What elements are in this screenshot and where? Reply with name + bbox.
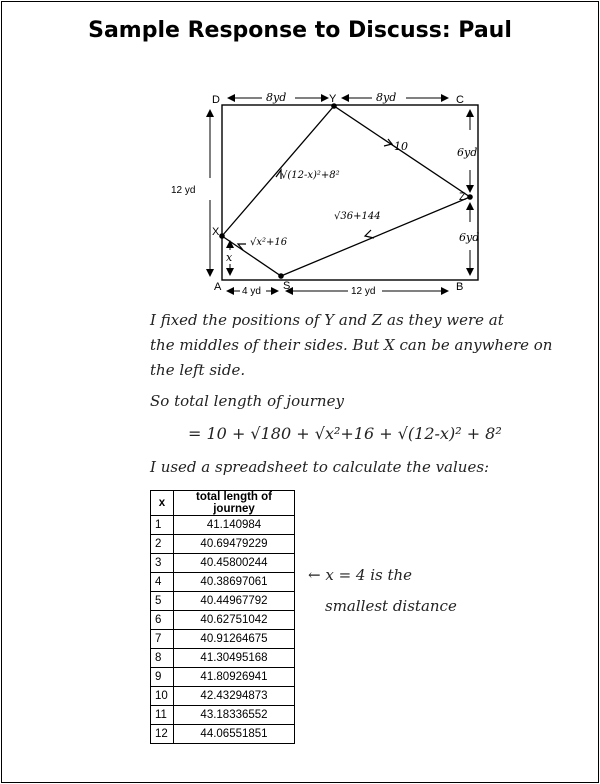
x-dim-label: x	[226, 251, 233, 264]
corner-c-label: C	[456, 94, 464, 106]
table-cell-x: 1	[151, 516, 174, 535]
table-cell-x: 6	[151, 611, 174, 630]
table-cell-x: 7	[151, 630, 174, 649]
explanation-line-3: the left side.	[150, 361, 246, 379]
point-z-dot	[467, 194, 473, 200]
explanation-line-4: So total length of journey	[150, 392, 344, 410]
table-cell-x: 4	[151, 573, 174, 592]
table-cell-x: 9	[151, 668, 174, 687]
formula-line: = 10 + √180 + √x²+16 + √(12-x)² + 8²	[188, 424, 502, 443]
point-x-label: X	[212, 226, 220, 238]
table-row	[151, 649, 295, 668]
table-cell-x: 3	[151, 554, 174, 573]
table-cell-x: 12	[151, 725, 174, 744]
xy-length-label: √(12-x)²+8²	[281, 170, 340, 181]
bottom-left-label: 4 yd	[242, 286, 261, 297]
table-cell-x: 2	[151, 535, 174, 554]
table-header-row	[151, 491, 295, 516]
field-rectangle	[222, 105, 478, 280]
table-row	[151, 611, 295, 630]
right-top-label: 6yd	[457, 146, 478, 159]
table-cell-length: 40.45800244	[174, 554, 295, 573]
top-right-label: 8yd	[376, 91, 397, 104]
page-title: Sample Response to Discuss: Paul	[88, 18, 512, 43]
table-cell-length: 40.38697061	[174, 573, 295, 592]
table-cell-length: 40.44967792	[174, 592, 295, 611]
left-side-label: 12 yd	[171, 185, 196, 196]
point-y-label: Y	[329, 93, 337, 105]
table-row	[151, 554, 295, 573]
table-cell-x: 11	[151, 706, 174, 725]
table-row	[151, 668, 295, 687]
table-cell-length: 44.06551851	[174, 725, 295, 744]
point-s-label: S	[283, 280, 291, 292]
sz-length-label: √36+144	[334, 211, 381, 222]
right-bottom-label: 6yd	[459, 231, 480, 244]
point-s-dot	[278, 273, 284, 279]
table-cell-length: 40.69479229	[174, 535, 295, 554]
table-row	[151, 630, 295, 649]
table-row	[151, 706, 295, 725]
table-row	[151, 592, 295, 611]
top-left-label: 8yd	[266, 91, 287, 104]
yz-length-label: 10	[394, 140, 408, 153]
journey-path	[222, 106, 470, 276]
table-cell-length: 43.18336552	[174, 706, 295, 725]
note-line-2: smallest distance	[325, 597, 457, 615]
table-header-length: total length of journey	[174, 491, 295, 516]
table-row	[151, 573, 295, 592]
corner-b-label: B	[456, 281, 464, 293]
table-cell-length: 41.30495168	[174, 649, 295, 668]
journey-length-table	[150, 490, 295, 744]
point-z-label: Z	[459, 191, 466, 203]
table-row	[151, 725, 295, 744]
point-x-dot	[219, 233, 225, 239]
corner-a-label: A	[214, 281, 222, 293]
table-cell-length: 40.91264675	[174, 630, 295, 649]
table-cell-length: 41.80926941	[174, 668, 295, 687]
table-cell-x: 8	[151, 649, 174, 668]
explanation-line-2: the middles of their sides. But X can be anywhere on	[150, 336, 553, 354]
bottom-right-label: 12 yd	[351, 286, 376, 297]
explanation-line-1: I fixed the positions of Y and Z as they were at	[150, 311, 504, 329]
explanation-line-5: I used a spreadsheet to calculate the values:	[150, 458, 490, 476]
table-cell-length: 42.43294873	[174, 687, 295, 706]
table-cell-x: 10	[151, 687, 174, 706]
table-row	[151, 516, 295, 535]
xs-length-label: √x²+16	[250, 237, 288, 248]
table-cell-length: 40.62751042	[174, 611, 295, 630]
table-header-x: x	[151, 491, 174, 516]
note-line-1: ← x = 4 is the	[308, 566, 413, 584]
arrow-zs	[365, 230, 374, 238]
table-cell-length: 41.140984	[174, 516, 295, 535]
table-row	[151, 687, 295, 706]
table-cell-x: 5	[151, 592, 174, 611]
corner-d-label: D	[212, 94, 220, 106]
table-row	[151, 535, 295, 554]
